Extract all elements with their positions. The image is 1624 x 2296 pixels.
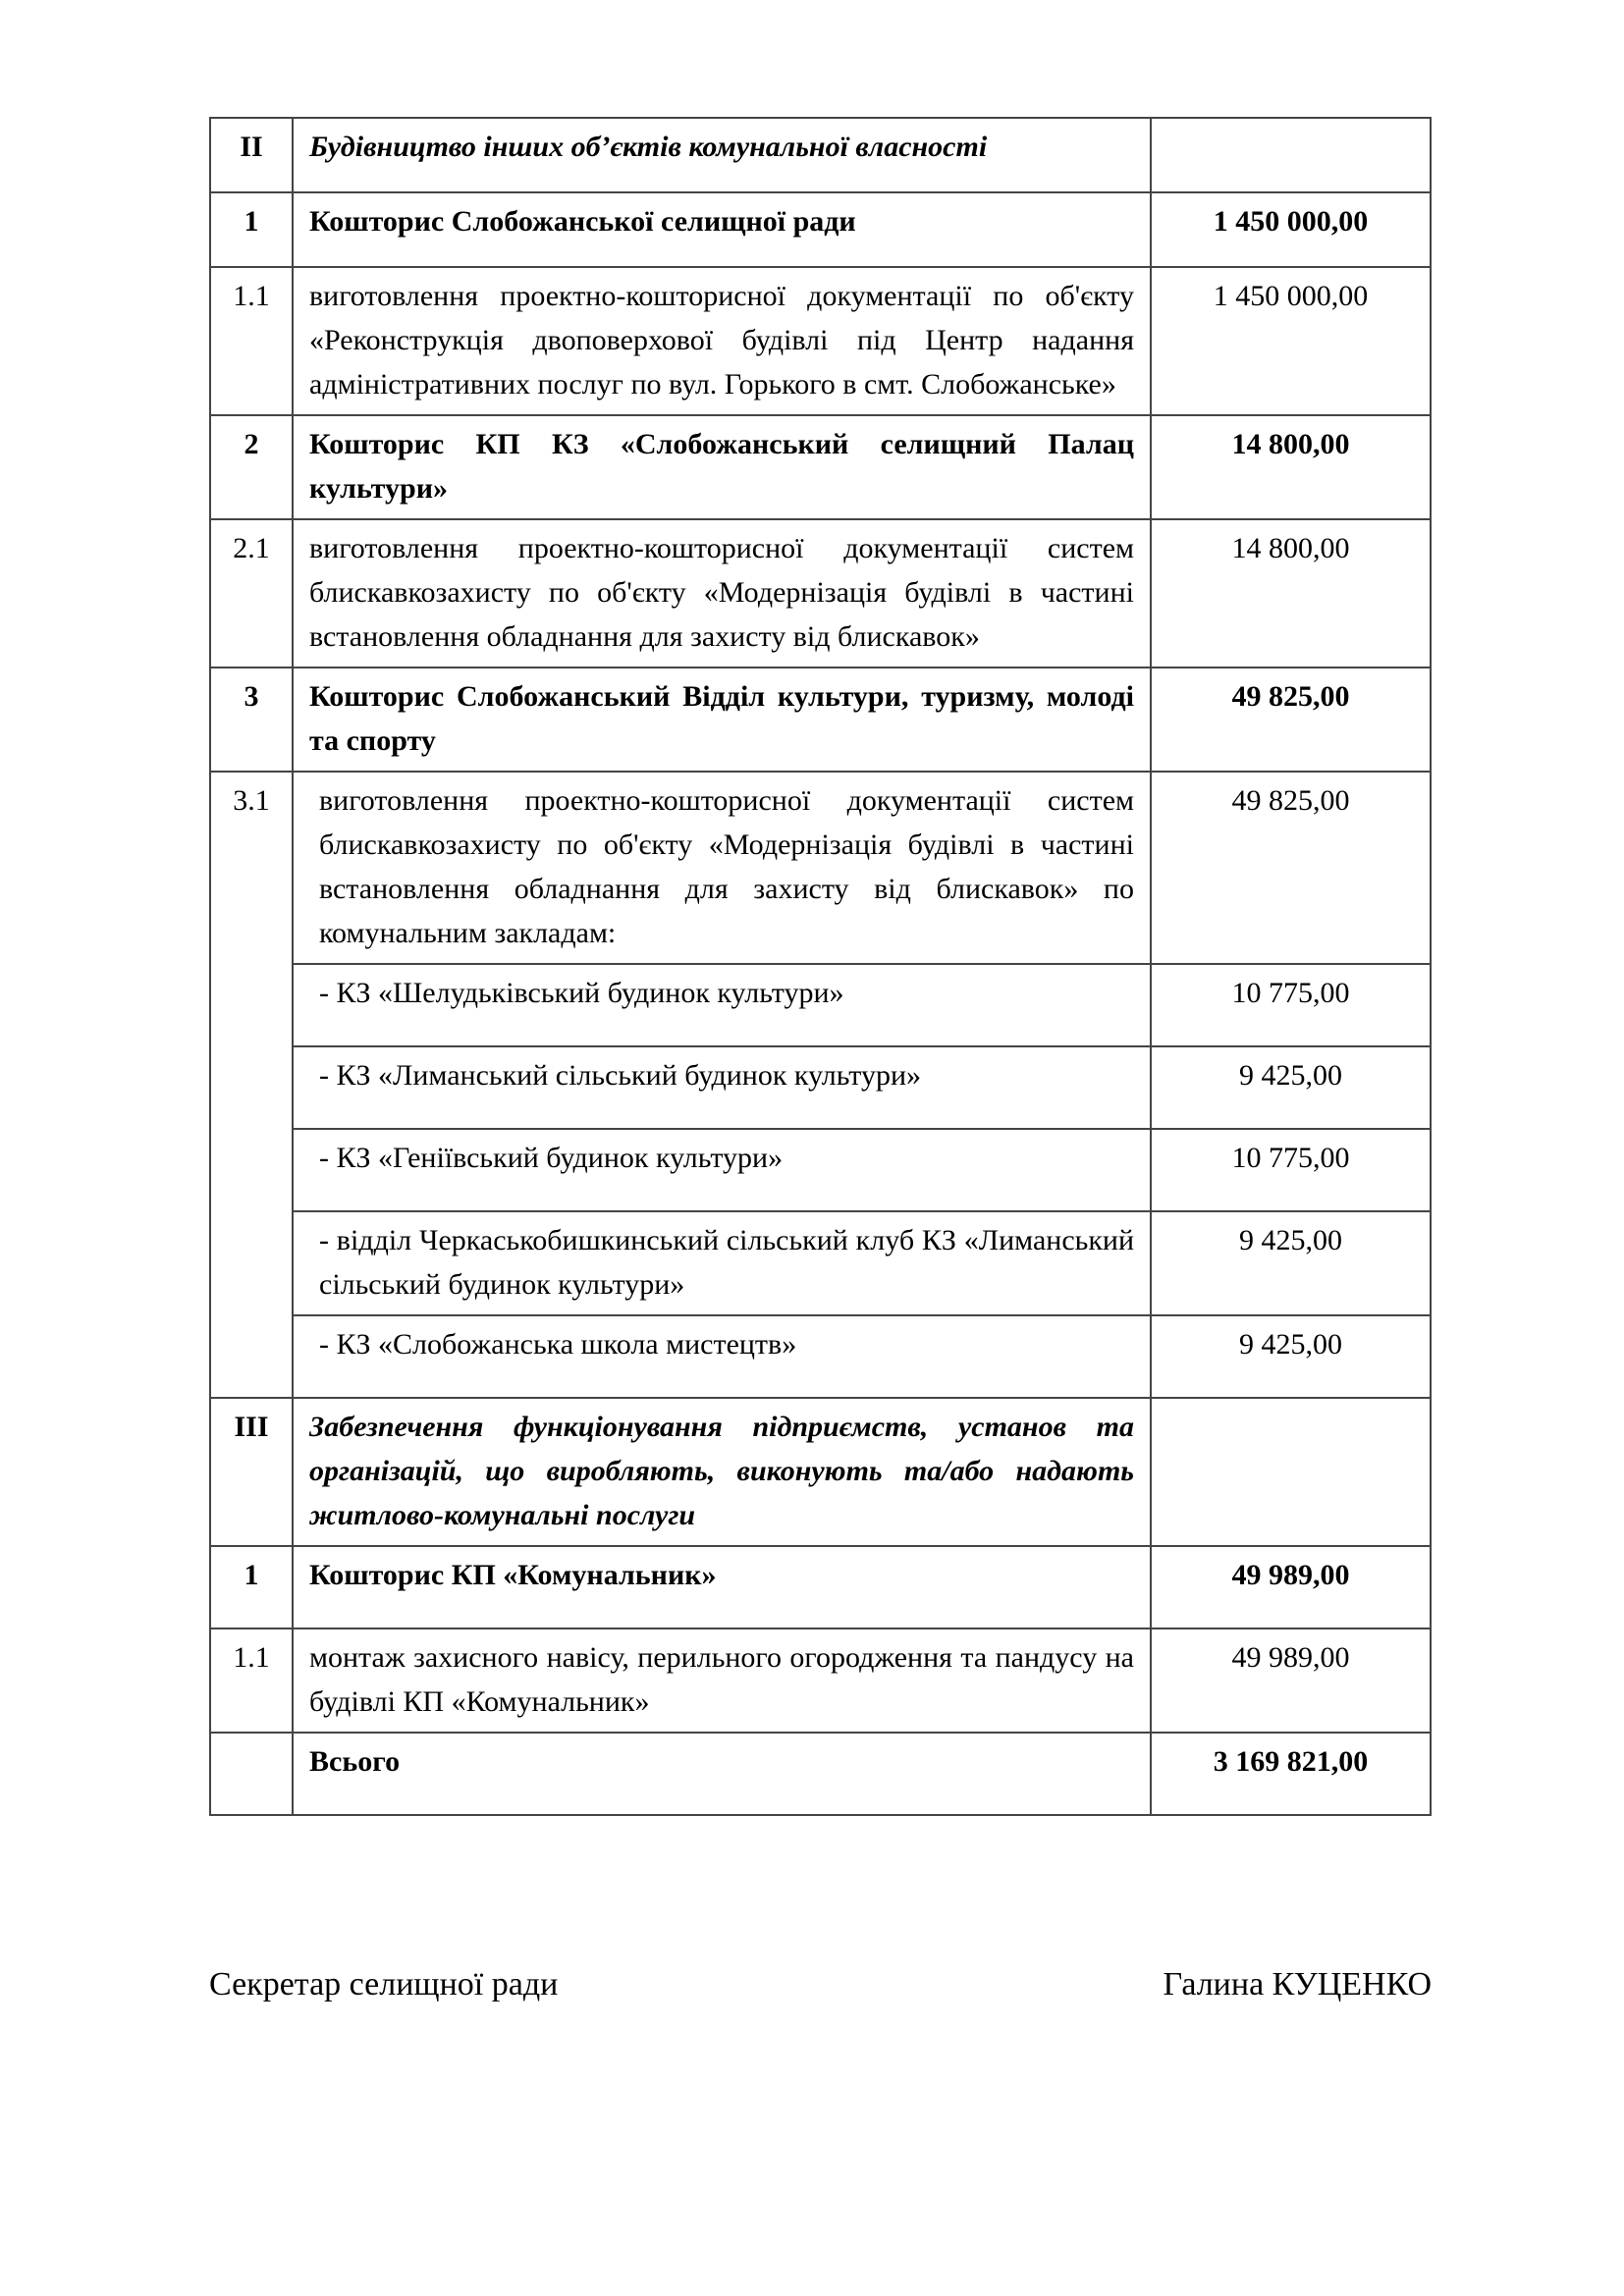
row-number: ІІІ	[210, 1398, 293, 1546]
section-title: Будівництво інших об’єктів комунальної власності	[293, 118, 1151, 192]
row-description: виготовлення проектно-кошторисної документації систем блискавкозахисту по об'єкту «Модернізація будівлі в частині встановлення обладнання для захисту від блискавок» по комунальним закладам:	[293, 772, 1151, 964]
row-description: виготовлення проектно-кошторисної документації по об'єкту «Реконструкція двоповерхової будівлі під Центр надання адміністративних послуг по вул. Горького в смт. Слобожанське»	[293, 267, 1151, 415]
table-row	[210, 1211, 1431, 1315]
row-amount: 49 989,00	[1151, 1629, 1431, 1733]
row-number-empty	[210, 1211, 293, 1315]
row-description: монтаж захисного навісу, перильного огородження та пандусу на будівлі КП «Комунальник»	[293, 1629, 1151, 1733]
table-row	[210, 1398, 1431, 1546]
signatory-name: Галина КУЦЕНКО	[1163, 1966, 1432, 2002]
row-description: - відділ Черкаськобишкинський сільський клуб КЗ «Лиманський сільський будинок культури»	[293, 1211, 1151, 1315]
row-amount: 1 450 000,00	[1151, 267, 1431, 415]
total-amount: 3 169 821,00	[1151, 1733, 1431, 1815]
table-row	[210, 667, 1431, 772]
row-number-empty	[210, 1733, 293, 1815]
row-description: - КЗ «Слобожанська школа мистецтв»	[293, 1315, 1151, 1398]
row-number: 1	[210, 1546, 293, 1629]
table-row	[210, 267, 1431, 415]
row-number: ІІ	[210, 118, 293, 192]
row-number-empty	[210, 964, 293, 1046]
table-row	[210, 772, 1431, 964]
row-amount: 49 989,00	[1151, 1546, 1431, 1629]
row-description: - КЗ «Лиманський сільський будинок культури»	[293, 1046, 1151, 1129]
row-number: 1.1	[210, 1629, 293, 1733]
row-amount: 9 425,00	[1151, 1211, 1431, 1315]
row-number-empty	[210, 1046, 293, 1129]
row-description: Кошторис Слобожанської селищної ради	[293, 192, 1151, 267]
row-number: 2.1	[210, 519, 293, 667]
row-amount: 14 800,00	[1151, 415, 1431, 519]
row-description: Кошторис КП «Комунальник»	[293, 1546, 1151, 1629]
row-number: 2	[210, 415, 293, 519]
row-amount: 10 775,00	[1151, 1129, 1431, 1211]
row-amount: 9 425,00	[1151, 1046, 1431, 1129]
total-label: Всього	[293, 1733, 1151, 1815]
row-amount	[1151, 118, 1431, 192]
table-row-total	[210, 1733, 1431, 1815]
row-amount: 10 775,00	[1151, 964, 1431, 1046]
row-amount: 9 425,00	[1151, 1315, 1431, 1398]
row-number-empty	[210, 1315, 293, 1398]
table-row	[210, 1129, 1431, 1211]
row-amount: 1 450 000,00	[1151, 192, 1431, 267]
table-row	[210, 192, 1431, 267]
row-description: Кошторис Слобожанський Відділ культури, туризму, молоді та спорту	[293, 667, 1151, 772]
section-title: Забезпечення функціонування підприємств, установ та організацій, що виробляють, виконують та/або надають житлово-комунальні послуги	[293, 1398, 1151, 1546]
row-number: 3	[210, 667, 293, 772]
row-number: 1.1	[210, 267, 293, 415]
row-amount: 14 800,00	[1151, 519, 1431, 667]
row-number-empty	[210, 1129, 293, 1211]
table-row	[210, 118, 1431, 192]
row-number: 1	[210, 192, 293, 267]
row-description: - КЗ «Шелудьківський будинок культури»	[293, 964, 1151, 1046]
table-row	[210, 415, 1431, 519]
row-number: 3.1	[210, 772, 293, 964]
row-description: виготовлення проектно-кошторисної документації систем блискавкозахисту по об'єкту «Модернізація будівлі в частині встановлення обладнання для захисту від блискавок»	[293, 519, 1151, 667]
row-amount: 49 825,00	[1151, 772, 1431, 964]
table-row	[210, 519, 1431, 667]
row-description: Кошторис КП КЗ «Слобожанський селищний Палац культури»	[293, 415, 1151, 519]
table-row	[210, 1046, 1431, 1129]
table-row	[210, 1546, 1431, 1629]
row-amount: 49 825,00	[1151, 667, 1431, 772]
row-amount	[1151, 1398, 1431, 1546]
table-row	[210, 964, 1431, 1046]
table-row	[210, 1315, 1431, 1398]
row-description: - КЗ «Геніївський будинок культури»	[293, 1129, 1151, 1211]
signatory-title: Секретар селищної ради	[209, 1966, 559, 2002]
budget-table	[209, 117, 1432, 1816]
table-row	[210, 1629, 1431, 1733]
